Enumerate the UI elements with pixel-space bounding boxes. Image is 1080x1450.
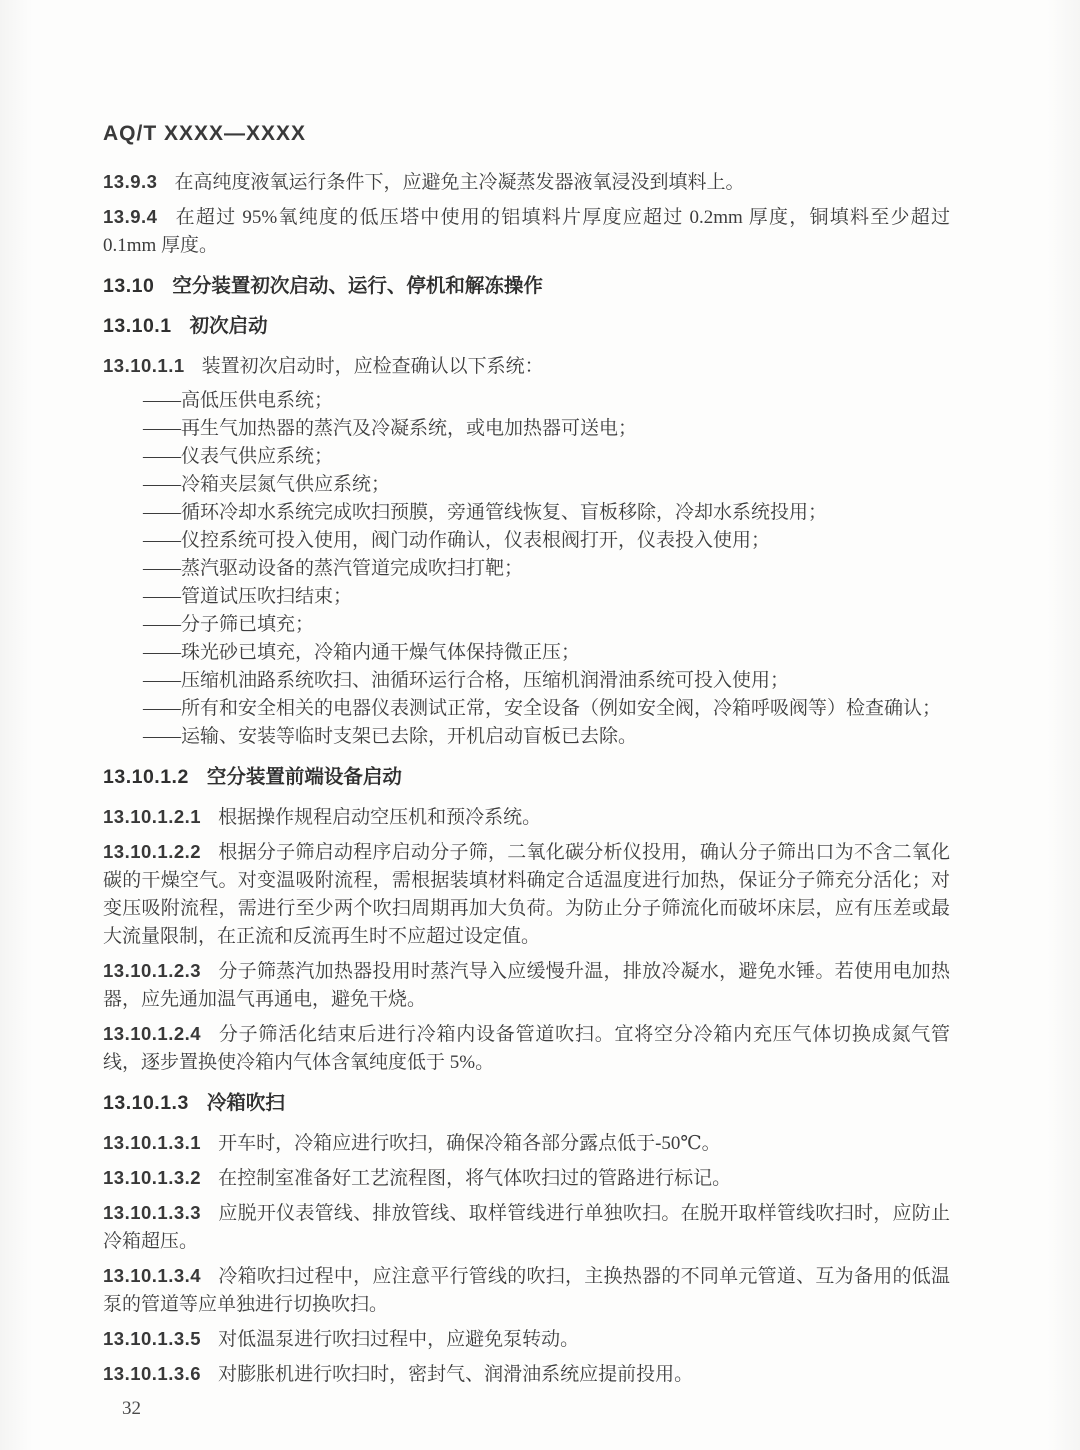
section-heading-text: 冷箱吹扫 [206,1092,285,1114]
clause-text: 开车时，冷箱应进行吹扫，确保冷箱各部分露点低于-50℃。 [218,1133,721,1154]
clause-paragraph [103,352,950,381]
clause-number: 13.10.1 [103,315,172,337]
clause-text: 分子筛蒸汽加热器投用时蒸汽导入应缓慢升温，排放冷凝水，避免水锤。若使用电加热器，应先通加温气再通电，避免干烧。 [103,961,950,1010]
clause-text: 冷箱吹扫过程中，应注意平行管线的吹扫，主换热器的不同单元管道、互为备用的低温泵的管道等应单独进行切换吹扫。 [103,1266,950,1315]
clause-paragraph [103,957,950,1014]
clause-number: 13.10 [103,275,155,297]
clause-number: 13.10.1.3 [103,1092,189,1114]
clause-paragraph [103,1129,950,1158]
clause-number: 13.10.1.3.3 [103,1202,202,1223]
clause-number: 13.10.1.2.3 [103,960,202,981]
clause-paragraph [103,1325,950,1354]
clause-number: 13.10.1.2.4 [103,1023,202,1044]
list-item: ——蒸汽驱动设备的蒸汽管道完成吹扫打靶； [143,558,524,579]
clause-number: 13.10.1.2.2 [103,841,202,862]
clause-number: 13.9.3 [103,171,158,192]
list-item: ——高低压供电系统； [143,390,334,411]
clause-number: 13.10.1.3.4 [103,1265,202,1286]
clause-paragraph [103,1020,950,1077]
clause-paragraph [103,803,950,832]
clause-text: 对膨胀机进行吹扫时，密封气、润滑油系统应提前投用。 [218,1364,694,1385]
section-heading [103,272,950,300]
list-item: ——压缩机油路系统吹扫、油循环运行合格，压缩机润滑油系统可投入使用； [143,670,790,691]
clause-paragraph [103,168,950,197]
clause-paragraph [103,203,950,260]
clause-paragraph [103,1164,950,1193]
clause-text: 根据操作规程启动空压机和预冷系统。 [218,807,542,828]
list-item: ——珠光砂已填充，冷箱内通干燥气体保持微正压； [143,642,581,663]
clause-number: 13.10.1.3.1 [103,1132,202,1153]
clause-text: 应脱开仪表管线、排放管线、取样管线进行单独吹扫。在脱开取样管线吹扫时，应防止冷箱超压。 [103,1203,950,1252]
list-item: ——所有和安全相关的电器仪表测试正常，安全设备（例如安全阀，冷箱呼吸阀等）检查确认； [143,698,942,719]
section-heading-text: 空分装置初次启动、运行、停机和解冻操作 [172,275,543,297]
clause-text: 装置初次启动时，应检查确认以下系统： [201,356,544,377]
section-heading [103,763,950,791]
list-item: ——仪表气供应系统； [143,446,334,467]
section-heading [103,1089,950,1117]
document-body [103,168,950,1389]
clause-text: 在控制室准备好工艺流程图，将气体吹扫过的管路进行标记。 [218,1168,732,1189]
list-item: ——运输、安装等临时支架已去除，开机启动盲板已去除。 [143,726,638,747]
list-item: ——管道试压吹扫结束； [143,586,353,607]
clause-paragraph [103,838,950,951]
section-heading-text: 初次启动 [189,315,268,337]
page-number: 32 [122,1398,141,1419]
section-heading [103,312,950,340]
clause-number: 13.10.1.2 [103,766,189,788]
list-item: ——循环冷却水系统完成吹扫预膜，旁通管线恢复、盲板移除，冷却水系统投用； [143,502,828,523]
list-item: ——分子筛已填充； [143,614,315,635]
clause-paragraph [103,1199,950,1256]
clause-number: 13.10.1.3.6 [103,1363,202,1384]
section-heading-text: 空分装置前端设备启动 [206,766,402,788]
list-item: ——冷箱夹层氮气供应系统； [143,474,391,495]
clause-text: 对低温泵进行吹扫过程中，应避免泵转动。 [218,1329,580,1350]
clause-number: 13.10.1.1 [103,355,185,376]
clause-text: 在超过 95%氧纯度的低压塔中使用的铝填料片厚度应超过 0.2mm 厚度，铜填料至少超过 0.1mm 厚度。 [103,207,950,256]
document-header: AQ/T XXXX—XXXX [103,122,307,145]
list-item: ——再生气加热器的蒸汽及冷凝系统，或电加热器可送电； [143,418,638,439]
clause-number: 13.10.1.3.5 [103,1328,202,1349]
clause-number: 13.9.4 [103,206,158,227]
clause-number: 13.10.1.3.2 [103,1167,202,1188]
clause-text: 根据分子筛启动程序启动分子筛，二氧化碳分析仪投用，确认分子筛出口为不含二氧化碳的干燥空气。对变温吸附流程，需根据装填材料确定合适温度进行加热，保证分子筛充分活化；对变压吸附流程，需进行至少两个吹扫周期再加大负荷。为防止分子筛流化而破坏床层，应有压差或最大流量限制，在正流和反流再生时不应超过设定值。 [103,842,950,947]
clause-text: 分子筛活化结束后进行冷箱内设备管道吹扫。宜将空分冷箱内充压气体切换成氮气管线，逐步置换使冷箱内气体含氧纯度低于 5%。 [103,1024,950,1073]
clause-paragraph [103,1262,950,1319]
list-item: ——仪控系统可投入使用，阀门动作确认，仪表根阀打开，仪表投入使用； [143,530,771,551]
clause-number: 13.10.1.2.1 [103,806,202,827]
clause-paragraph [103,1360,950,1389]
clause-text: 在高纯度液氧运行条件下，应避免主冷凝蒸发器液氧浸没到填料上。 [174,172,745,193]
dash-list [103,387,950,751]
